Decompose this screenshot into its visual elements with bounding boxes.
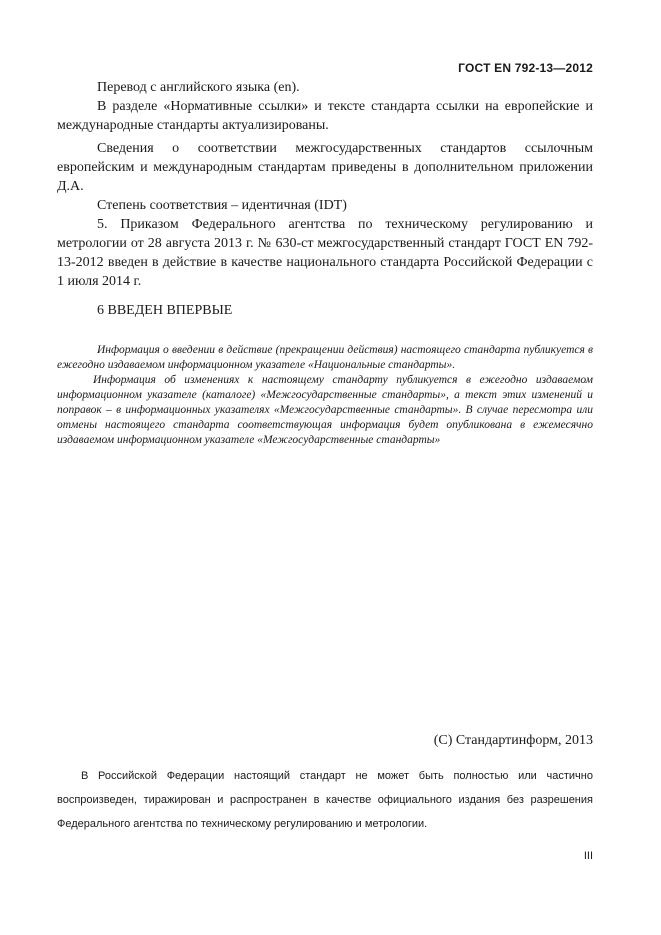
publication-info-block: [57, 343, 593, 448]
correspondence-note: Сведения о соответствии межгосударственных стандартов ссылочным европейским и международным стандартам приведены в дополнительном приложении Д.А.: [57, 141, 593, 194]
translation-note: Перевод с английского языка (en).: [97, 80, 300, 95]
page-number: III: [583, 850, 593, 862]
order-note: 5. Приказом Федерального агентства по техническому регулированию и метрологии от 28 августа 2013 г. № 630-ст межгосударственный стандарт ГОСТ EN 792-13-2012 введен в действие в качестве национального стандарта Российской Федерации с 1 июля 2014 г.: [57, 217, 593, 289]
references-note: В разделе «Нормативные ссылки» и тексте стандарта ссылки на европейские и международные стандарты актуализированы.: [57, 99, 593, 133]
info-paragraph-2: Информация об изменениях к настоящему стандарту публикуется в ежегодно издаваемом информационном указателе (каталоге) «Межгосударственные стандарты», а текст этих изменений и поправок – в информационных указателях «Межгосударственные стандарты». В случае пересмотра или отмены настоящего стандарта соответствующая информация будет опубликована в ежемесячно издаваемом информационном указателе «Межгосударственные стандарты»: [57, 374, 593, 446]
info-paragraph-1: Информация о введении в действие (прекращении действия) настоящего стандарта публикуется в ежегодно издаваемом информационном указателе «Национальные стандарты».: [57, 344, 593, 371]
introduced-note: 6 ВВЕДЕН ВПЕРВЫЕ: [97, 303, 233, 318]
degree-note: Степень соответствия – идентичная (IDT): [97, 198, 347, 213]
document-code: ГОСТ EN 792-13—2012: [458, 61, 593, 75]
rights-text: В Российской Федерации настоящий стандарт не может быть полностью или частично воспроизведен, тиражирован и распространен в качестве официального издания без разрешения Федерального агентства по техническому регулированию и метрологии.: [57, 770, 593, 830]
preface-section: [57, 78, 593, 320]
copyright-line: (С) Стандартинформ, 2013: [433, 733, 593, 748]
rights-notice: [57, 764, 593, 836]
